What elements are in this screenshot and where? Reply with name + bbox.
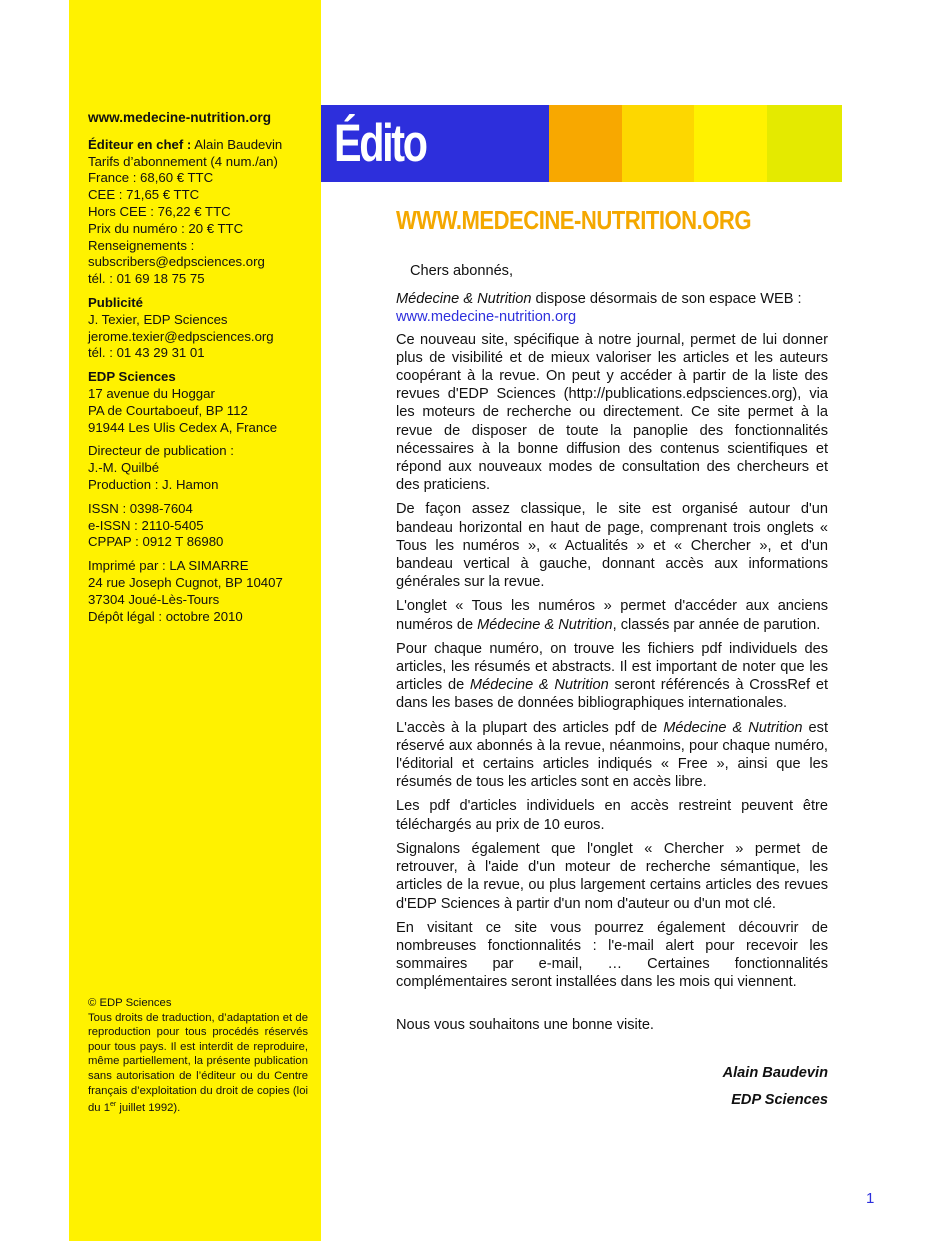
copyright-sup: er [110, 1101, 117, 1109]
publisher-block [88, 369, 313, 436]
subscription-line: Tarifs d’abonnement (4 num./an) [88, 153, 278, 169]
publisher-address: 91944 Les Ulis Cedex A, France [88, 419, 278, 435]
article-body [396, 262, 828, 1109]
banner-block-yellow [694, 105, 767, 182]
issn-line: e-ISSN : 2110-5405 [88, 517, 204, 533]
publisher-address: PA de Courtaboeuf, BP 112 [88, 402, 248, 418]
issn-line: ISSN : 0398-7604 [88, 500, 193, 516]
paragraph: Ce nouveau site, spécifique à notre journal, permet de lui donner plus de visibilité et de mieux valoriser les articles et les auteurs coopérant à la revue. On peut y accéder à partir de la liste des revues d'EDP Sciences (http://publications.edpsciences.org), via les moteurs de recherche ou directement. Ce site permet à la revue de disposer de toute la panoplie des fonctionnalités nécessaires à la bonne diffusion des contenus scientifiques et répond aux nouveaux modes de consultation des chercheurs et des praticiens. [396, 331, 828, 494]
copyright-head: © EDP Sciences [88, 997, 172, 1009]
direction-line: Directeur de publication : [88, 443, 234, 459]
advertising-email[interactable]: jerome.texier@edpsciences.org [88, 328, 274, 344]
advertising-phone: tél. : 01 43 29 31 01 [88, 345, 205, 361]
paragraph: Les pdf d'articles individuels en accès restreint peuvent être téléchargés au prix de 10 euros. [396, 798, 828, 833]
direction-line: J.-M. Quilbé [88, 460, 160, 476]
page-number: 1 [866, 1190, 875, 1207]
direction-block [88, 443, 313, 493]
journal-name: Médecine & Nutrition [396, 291, 532, 308]
printer-line: 24 rue Joseph Cugnot, BP 10407 [88, 574, 283, 590]
website-link[interactable]: www.medecine-nutrition.org [396, 309, 577, 326]
subscription-line: CEE : 71,65 € TTC [88, 187, 200, 203]
banner-block-lime [767, 105, 842, 182]
copyright-notice [88, 996, 308, 1116]
paragraph: De façon assez classique, le site est organisé autour d'un bandeau horizontal en haut de page, comprenant trois onglets « Tous les numéros », « Actualités » et « Chercher », et d'un bandeau vertical à gauche, donnant accès aux informations générales sur la revue. [396, 501, 828, 591]
subscription-phone: tél. : 01 69 18 75 75 [88, 271, 205, 287]
advertising-block [88, 295, 313, 362]
paragraph: L'accès à la plupart des articles pdf de Médecine & Nutrition est réservé aux abonnés à la revue, néanmoins, pour chaque numéro, l'éditorial et certains articles indiqués « Free », ainsi que les résumés de tous les articles sont en accès libre. [396, 719, 828, 791]
publisher-title: EDP Sciences [88, 369, 176, 385]
sidebar-info [88, 110, 313, 632]
sidebar-url[interactable]: www.medecine-nutrition.org [88, 110, 272, 125]
subscription-line: Prix du numéro : 20 € TTC [88, 220, 244, 236]
printer-line: Dépôt légal : octobre 2010 [88, 608, 243, 624]
copyright-text: Tous droits de traduction, d’adaptation et de reproduction pour tous procédés réservés pour tous pays. Il est interdit de reproduire, même partiellement, la présente publication sans autorisation de l’éditeur ou du Centre français d’exploitation du droit de copies (loi du 1er juillet 1992). [88, 1011, 308, 1114]
banner-block-blue [321, 105, 549, 182]
printer-block [88, 558, 313, 625]
paragraph: Signalons également que l'onglet « Chercher » permet de retrouver, à l'aide d'un moteur de recherche sémantique, les articles de la revue, ou plus largement certains articles des revues d'EDP Sciences à partir d'un nom d'auteur ou d'un mot clé. [396, 840, 828, 912]
printer-line: Imprimé par : LA SIMARRE [88, 558, 249, 574]
advertising-title: Publicité [88, 294, 143, 310]
signature-name: Alain Baudevin [722, 1064, 828, 1081]
direction-line: Production : J. Hamon [88, 476, 219, 492]
signature-org: EDP Sciences [731, 1091, 828, 1108]
publisher-address: 17 avenue du Hoggar [88, 385, 215, 401]
subscription-line: Renseignements : [88, 237, 195, 253]
closing: Nous vous souhaitons une bonne visite. [396, 1016, 654, 1033]
printer-line: 37304 Joué-Lès-Tours [88, 591, 220, 607]
banner-block-gold [622, 105, 694, 182]
greeting: Chers abonnés, [410, 263, 514, 279]
advertising-line: J. Texier, EDP Sciences [88, 311, 228, 327]
subscription-email[interactable]: subscribers@edpsciences.org [88, 254, 265, 270]
subscription-line: Hors CEE : 76,22 € TTC [88, 203, 231, 219]
edito-banner [321, 105, 842, 182]
issn-block [88, 501, 313, 551]
editor-label: Éditeur en chef : [88, 136, 192, 152]
paragraph: L'onglet « Tous les numéros » permet d'accéder aux anciens numéros de Médecine & Nutrition, classés par année de parution. [396, 598, 828, 633]
subscription-line: France : 68,60 € TTC [88, 170, 214, 186]
subscription-block [88, 137, 313, 288]
editor-line [88, 137, 313, 154]
paragraph: En visitant ce site vous pourrez également découvrir de nombreuses fonctionnalités : l'e-mail alert pour recevoir les sommaires par e-mail, … Certaines fonctionnalités complémentaires seront installées dans les mois qui viennent. [396, 919, 828, 991]
banner-block-orange [549, 105, 622, 182]
paragraph: Pour chaque numéro, on trouve les fichiers pdf individuels des articles, les résumés et abstracts. Il est important de noter que les articles de Médecine & Nutrition seront référencés à CrossRef et dans les bases de données bibliographiques internationales. [396, 640, 828, 712]
article-headline: WWW.MEDECINE-NUTRITION.ORG [396, 205, 752, 235]
paragraph: Médecine & Nutrition dispose désormais de son espace WEB : www.medecine-nutrition.org [396, 291, 802, 326]
issn-line: CPPAP : 0912 T 86980 [88, 534, 224, 550]
editor-name: Alain Baudevin [191, 136, 283, 152]
banner-title: Édito [334, 114, 426, 173]
